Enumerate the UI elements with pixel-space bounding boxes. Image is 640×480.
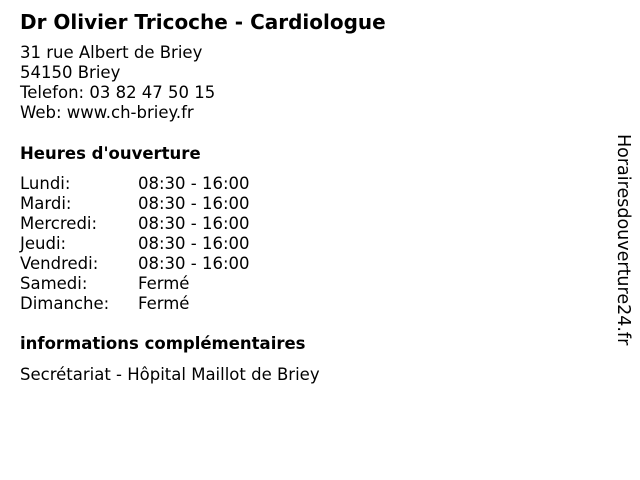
hours-row-tuesday [20, 194, 250, 214]
additional-info-heading: informations complémentaires [20, 334, 306, 353]
day-label: Jeudi: [20, 234, 67, 253]
day-hours: Fermé [138, 274, 190, 293]
day-hours: 08:30 - 16:00 [138, 194, 250, 213]
page-title: Dr Olivier Tricoche - Cardiologue [20, 10, 386, 34]
day-label: Mardi: [20, 194, 72, 213]
additional-info-text: Secrétariat - Hôpital Maillot de Briey [20, 365, 320, 384]
hours-row-wednesday [20, 214, 250, 234]
day-label: Dimanche: [20, 294, 110, 313]
street-address: 31 rue Albert de Briey [20, 43, 203, 62]
day-hours: 08:30 - 16:00 [138, 214, 250, 233]
hours-row-saturday [20, 274, 250, 294]
site-watermark: Horairesdouverture24.fr [613, 134, 633, 346]
hours-row-sunday [20, 294, 250, 314]
address-block [20, 43, 215, 123]
hours-row-thursday [20, 234, 250, 254]
city-postcode: 54150 Briey [20, 63, 121, 82]
day-label: Vendredi: [20, 254, 99, 273]
day-label: Mercredi: [20, 214, 98, 233]
phone-number: Telefon: 03 82 47 50 15 [20, 83, 216, 102]
hours-row-monday [20, 174, 250, 194]
day-hours: 08:30 - 16:00 [138, 234, 250, 253]
day-hours: 08:30 - 16:00 [138, 174, 250, 193]
hours-row-friday [20, 254, 250, 274]
website: Web: www.ch-briey.fr [20, 103, 194, 122]
day-hours: 08:30 - 16:00 [138, 254, 250, 273]
day-label: Samedi: [20, 274, 88, 293]
day-hours: Fermé [138, 294, 190, 313]
day-label: Lundi: [20, 174, 71, 193]
opening-hours-heading: Heures d'ouverture [20, 144, 201, 163]
opening-hours-table [20, 174, 250, 314]
